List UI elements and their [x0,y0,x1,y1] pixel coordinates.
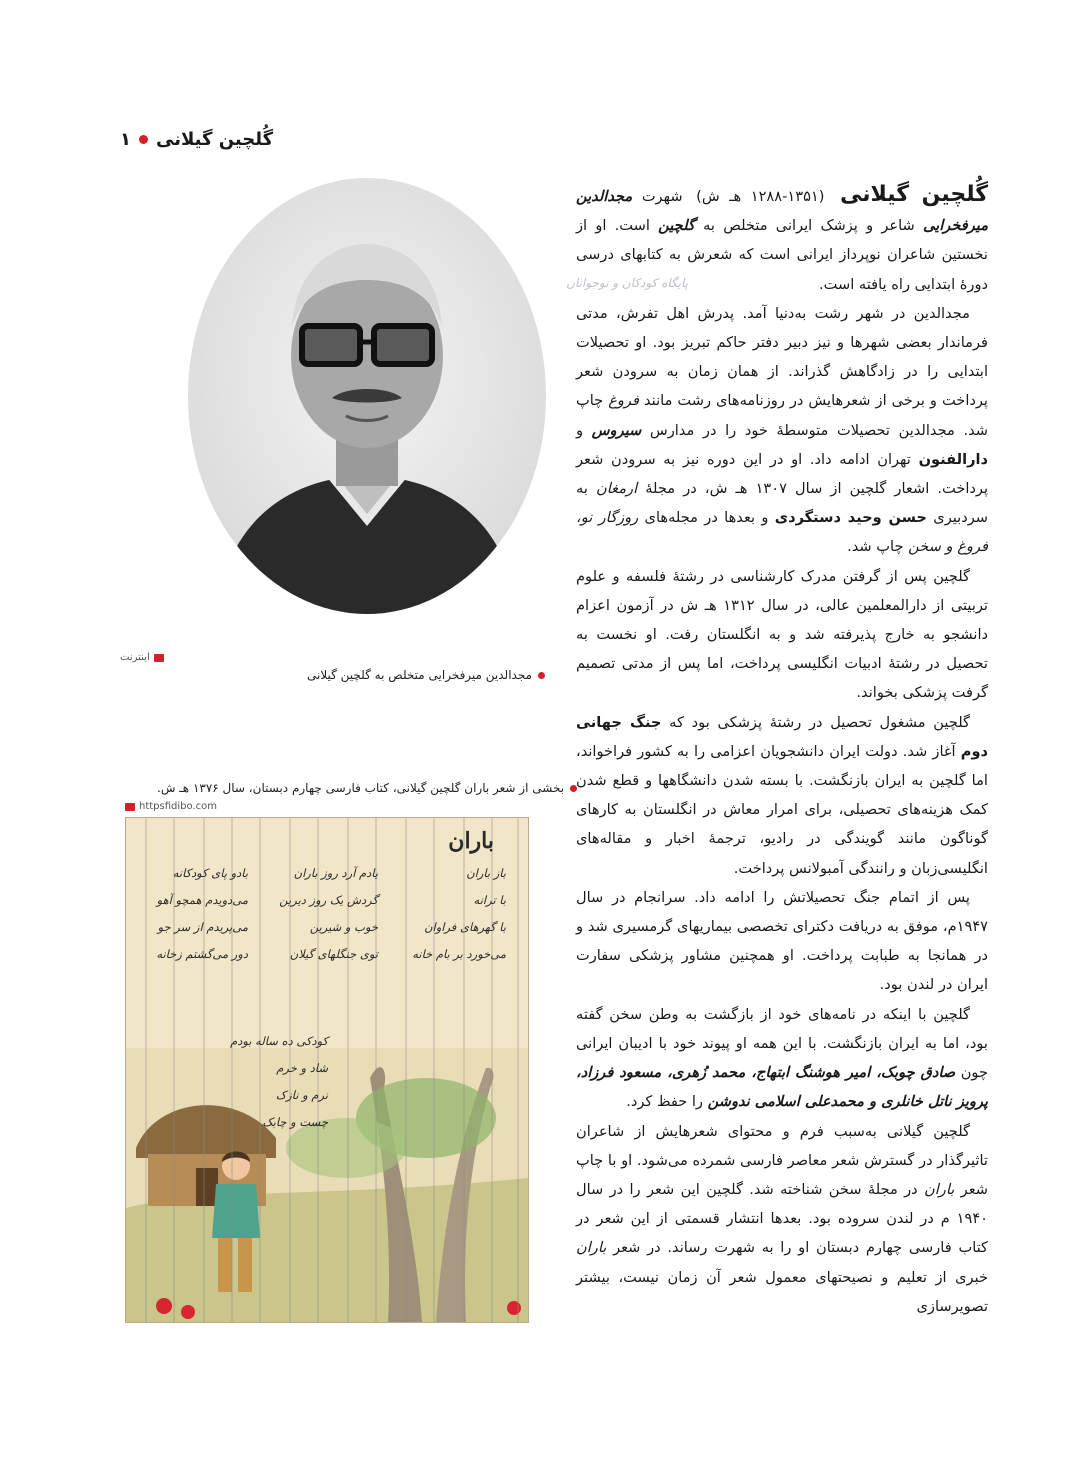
portrait-caption [307,668,545,682]
text: آغاز شد. دولت ایران دانشجویان اعزامی را به کشور فراخواند، اما گلچین به ایران بازنگشت. با بسته شدن دانشگاهها و قطع شدن کمک هزینه‌های تحصیلی، برای امرار معاش در انگلستان به کارهای گوناگون مانند گویندگی در رادیو، ترجمهٔ اخبار و مقاله‌های انگلیسی‌زبان و رانندگی آمبولانس پرداخت. [576,742,988,877]
poem-line: خوب و شیرین [309,920,378,934]
paragraph: پس از اتمام جنگ تحصیلاتش را ادامه داد. سرانجام در سال ۱۹۴۷م، موفق به دریافت دکترای تخصصی بیماریهای گرمسیری شد و در همانجا به طبابت پرداخت. او همچنین مشاور پزشکی سفارت ایران در لندن بود. [576,888,988,994]
camera-icon [125,803,135,811]
emphasis: فروغ [608,392,640,410]
paragraph [576,1000,988,1117]
portrait-credit-text: اینترنت [120,652,150,663]
portrait-image [186,176,548,616]
text: چاپ شد. [847,538,904,556]
poem-line: باز باران [466,866,506,880]
emphasis: روزگار نو، فروغ و سخن [576,509,988,556]
article-title: گُلچین گیلانی [840,182,989,207]
text: شهرت [641,188,683,205]
text: به سردبیری [576,480,988,527]
portrait-credit [120,652,164,663]
poem-line: می‌خورد بر بام خانه [412,947,506,961]
emphasis: صادق چوبک، امیر هوشنگ ابتهاج، محمد زُهری، مسعود فرزاد، پرویز ناتل خانلری و محمدعلی اسلامی ندوشن [576,1064,988,1111]
text: گلچین گیلانی به‌سبب فرم و محتوای شعرهایش از شاعران تاثیرگذار در گسترش شعر معاصر فارسی شمرده می‌شود. او با چاپ شعر [576,1122,988,1198]
text: و [576,421,584,439]
header-dot-icon [139,135,148,144]
poem-column-1 [412,860,506,968]
poem-line: چست و چابک [262,1115,328,1129]
emphasis: جنگ جهانی دوم [576,713,989,760]
paragraph [576,708,988,883]
poem-column-2 [279,860,378,968]
text: است. او از نخستین شاعران نوپرداز ایرانی است که شعرش به کتابهای درسی دورهٔ ابتدایی راه یافته است. [576,217,988,293]
emphasis: ارمغان [596,480,638,498]
poem-line: یادم آرد روز باران [293,866,378,880]
poem-line: می‌پریدم از سر جو [157,920,248,934]
portrait-caption-text: مجدالدین میرفخرایی متخلص به گلچین گیلانی [307,668,533,682]
poem-line: دور می‌گشتم زخانه [156,947,248,961]
emphasis: باران [924,1180,955,1198]
poem-column-4 [230,1028,328,1136]
page-title: گُلچین گیلانی [156,128,274,150]
poem-column-3 [156,860,248,968]
emphasis: گلچین [658,217,695,235]
bullet-icon [538,672,545,679]
running-header [120,124,273,154]
text: و بعدها در مجله‌های [644,509,769,527]
illustration-credit-text: httpsfidibo.com [139,801,217,812]
text: در مجلهٔ سخن شناخته شد. گلچین این شعر را در سال ۱۹۴۰ م در لندن سروده بود. بعدها انتشار قسمتی از این شعر در کتاب فارسی چهارم دبستان او را به شهرت رساند. در شعر [576,1180,988,1257]
emphasis: حسن وحید دستگردی [774,509,927,527]
illustration-caption [157,781,577,795]
paragraph [576,1117,988,1321]
paragraph [576,180,988,299]
poem-line: شاد و خرم [276,1061,328,1075]
text: شاعر و پزشک ایرانی متخلص به [703,217,915,235]
poem-line: با ترانه [473,893,506,907]
text: را حفظ کرد. [626,1093,703,1111]
poem-line: کودکی ده ساله بودم [230,1034,328,1048]
poem-title: باران [448,828,494,854]
text: مجدالدین در شهر رشت به‌دنیا آمد. پدرش اهل تفرش، مدتی فرماندار بعضی شهرها و نیز دبیر دفتر حاکم تبریز بود. او تحصیلات ابتدایی را در زادگاهش گذراند. از همان زمان به سرودن شعر پرداخت و برخی از شعرهایش در روزنامه‌های رشت مانند [576,304,988,410]
article-body [576,180,988,1321]
paragraph: گلچین پس از گرفتن مدرک کارشناسی در رشتهٔ فلسفه و علوم تربیتی از دارالمعلمین عالی، در سال ۱۳۱۲ هـ ش در آزمون اعزام دانشجو به خارج پذیرفته شد و به انگلستان رفت. او نخست به تحصیل در رشتهٔ ادبیات انگلیسی پرداخت، اما پس از مدتی تصمیم گرفت پزشکی بخواند. [576,567,988,702]
illustration-caption-text: بخشی از شعر باران گلچین گیلانی، کتاب فارسی چهارم دبستان، سال ۱۳۷۶ هـ ش. [157,781,565,795]
poem-line: با گهرهای فراوان [424,920,506,934]
poem-line: بادو پای کودکانه [172,866,248,880]
text: گلچین مشغول تحصیل در رشتهٔ پزشکی بود که [669,713,970,731]
text: خبری از تعلیم و نصیحتهای معمول شعر آن زمان نیست، بیشتر تصویرسازی [576,1268,988,1315]
emphasis: مجدالدین میرفخرایی [576,188,989,235]
camera-icon [154,654,164,662]
paragraph [576,299,988,562]
poem-line: گردش یک روز دیرین [279,893,378,907]
emphasis: دارالفنون [918,450,989,468]
illustration-credit [125,801,217,812]
emphasis: باران [576,1239,607,1257]
poem-line: می‌دویدم همچو آهو [156,893,248,907]
page-number: ۱ [120,128,131,150]
article-years: (۱۳۵۱-۱۲۸۸ هـ ش) [696,188,825,205]
text: گلچین با اینکه در نامه‌های خود از بازگشت به وطن سخن گفته بود، اما به ایران بازنگشت. با این همه او پیوند خود با ادیبان ایرانی چون [576,1005,988,1082]
poem-line: نرم و نازک [275,1088,328,1102]
rain-poem-illustration [125,817,529,1323]
text: چاپ شد. مجدالدین تحصیلات متوسطهٔ خود را در مدارس [576,392,988,439]
watermark-text: پایگاه کودکان و نوجوانان [566,276,688,290]
emphasis: سیروس [591,421,642,439]
poem-line: توی جنگلهای گیلان [289,947,378,961]
text: تهران ادامه داد. او در این دوره نیز به سرودن شعر پرداخت. اشعار گلچین از سال ۱۳۰۷ هـ ش، در مجلهٔ [576,450,989,498]
